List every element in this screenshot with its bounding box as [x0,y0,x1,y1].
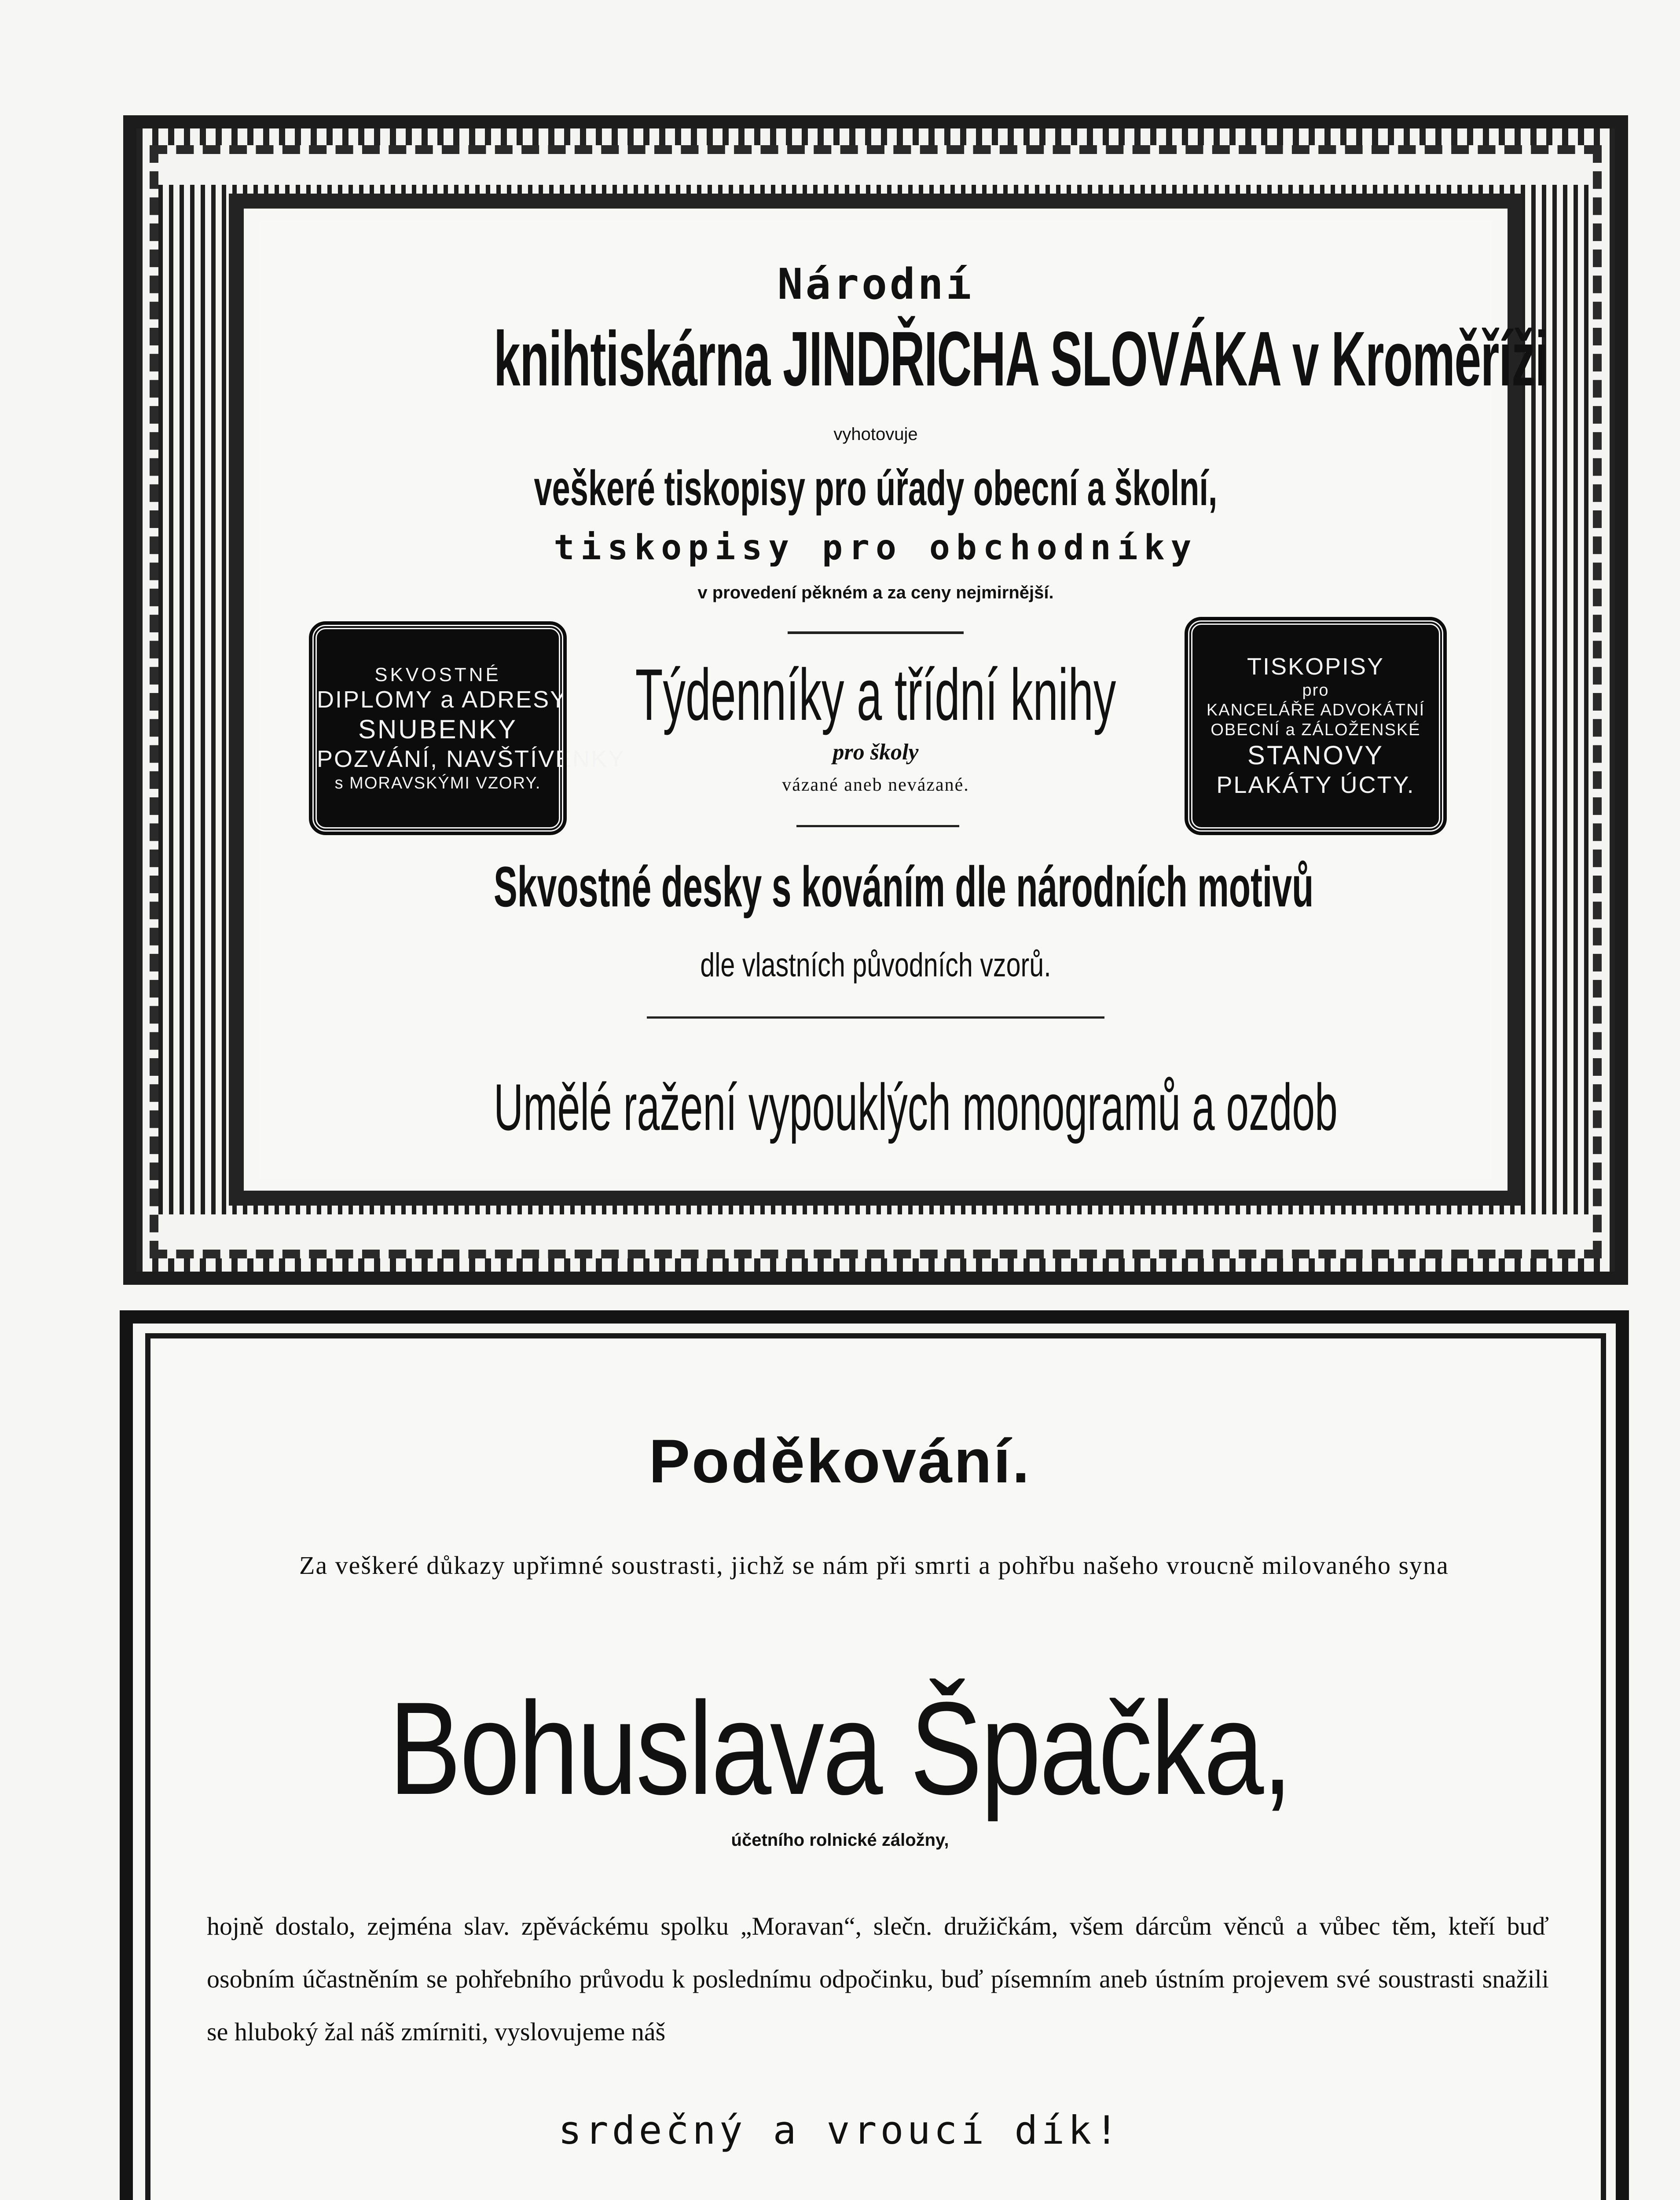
badge-right-line6: PLAKÁTY ÚCTY. [1216,771,1415,798]
advertisement-weeklies: Týdenníky a třídní knihy [635,654,1116,736]
badge-forms [1188,620,1443,832]
notice-occupation: účetního rolnické záložny, [731,1830,949,1850]
badge-right-line1: TISKOPISY [1247,653,1385,680]
advertisement-company-name: knihtiskárna JINDŘICHA SLOVÁKA v Kroměříži [494,316,1548,402]
notice-title: Poděkování. [649,1426,1031,1496]
ornament-rule [796,825,959,827]
notice-deceased-name: Bohuslava Špačka, [389,1674,1291,1822]
notice-closing: srdečný a vroucí dík! [558,2108,1122,2153]
notice-paragraph-1: Za veškeré důkazy upřimné soustrasti, jichž se nám při smrti a pohřbu našeho vroucně milovaného syna [299,1551,1449,1580]
advertisement-heading-small: Národní [777,260,974,309]
advertisement-for-schools: pro školy [833,740,919,765]
advertisement-quality-line: v provedení pěkném a za ceny nejmirnější. [697,583,1054,602]
advertisement-merchant-forms: tiskopisy pro obchodníky [554,528,1198,568]
badge-left-line1: SKVOSTNÉ [374,664,501,686]
ornament-rule [788,631,964,634]
advertisement-covers: Skvostné desky s kováním dle národních motivů [494,854,1314,919]
badge-left-line5: s MORAVSKÝMI VZORY. [334,774,541,792]
badge-left-line2: DIPLOMY a ADRESY [317,686,568,713]
advertisement-embossing: Umělé ražení vypouklých monogramů a ozdob [494,1070,1338,1144]
notice-paragraph-2: hojně dostalo, zejména slav. zpěváckému spolku „Moravan“, slečn. družičkám, všem dárcům věnců a vůbec těm, kteří buď osobním účastněním se pohřebního průvodu k poslednímu odpočinku, buď písemním aneb ústním projevem své soustrasti snažili se hluboký žal náš zmírniti, vyslovujeme náš [207,1912,1549,2046]
advertisement-original-designs: dle vlastních původních vzorů. [700,946,1051,984]
badge-right-line4: OBECNÍ a ZÁLOŽENSKÉ [1210,721,1421,740]
badge-left-line3: SNUBENKY [358,715,518,744]
badge-left-line4: POZVÁNÍ, NAVŠTÍVENKY [317,745,626,772]
advertisement-vyhotovuje: vyhotovuje [833,425,918,444]
badge-right-line3: KANCELÁŘE ADVOKÁTNÍ [1206,701,1425,720]
badge-diplomas [312,625,626,832]
badge-right-line2: pro [1302,681,1329,700]
ornament-rule [647,1016,1104,1019]
badge-right-line5: STANOVY [1247,740,1384,770]
advertisement-official-forms: veškeré tiskopisy pro úřady obecní a školní, [534,461,1218,516]
advertisement-bound: vázané aneb nevázané. [782,775,969,795]
